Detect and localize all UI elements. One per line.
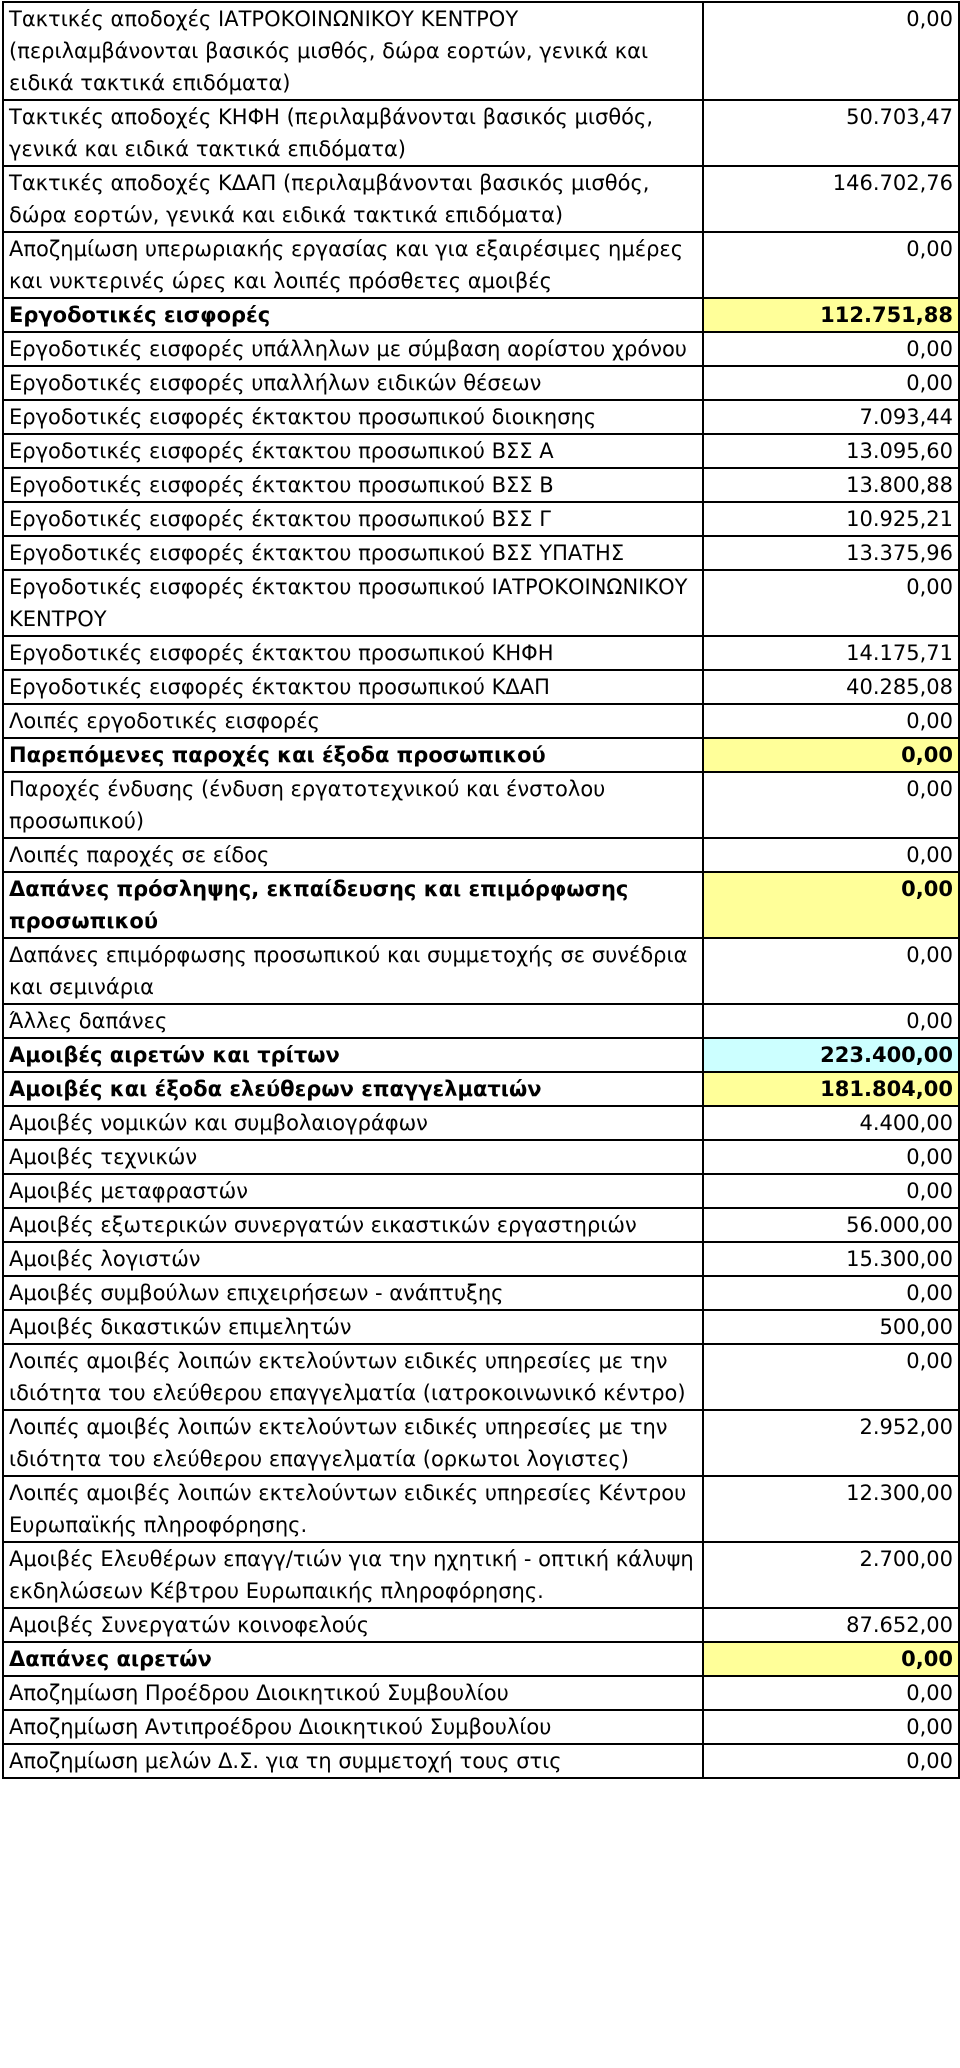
table-row <box>3 1344 959 1410</box>
row-amount: 181.804,00 <box>703 1072 959 1106</box>
row-label: Άλλες δαπάνες <box>3 1004 703 1038</box>
table-row <box>3 1542 959 1608</box>
row-amount: 0,00 <box>703 872 959 938</box>
row-label: Παροχές ένδυσης (ένδυση εργατοτεχνικού και ένστολου προσωπικού) <box>3 772 703 838</box>
row-amount: 15.300,00 <box>703 1242 959 1276</box>
row-label: Τακτικές αποδοχές ΙΑΤΡΟΚΟΙΝΩΝΙΚΟΥ ΚΕΝΤΡΟΥ (περιλαμβάνονται βασικός μισθός, δώρα εορτών, γενικά και ειδικά τακτικά επιδόματα) <box>3 2 703 100</box>
row-amount: 0,00 <box>703 1004 959 1038</box>
row-amount: 0,00 <box>703 1744 959 1778</box>
row-amount: 0,00 <box>703 1344 959 1410</box>
row-label: Εργοδοτικές εισφορές έκτακτου προσωπικού ΚΗΦΗ <box>3 636 703 670</box>
row-label: Λοιπές αμοιβές λοιπών εκτελούντων ειδικές υπηρεσίες με την ιδιότητα του ελεύθερου επαγγελματία (ιατροκοινωνικό κέντρο) <box>3 1344 703 1410</box>
row-label: Αποζημίωση μελών Δ.Σ. για τη συμμετοχή τους στις <box>3 1744 703 1778</box>
row-amount: 12.300,00 <box>703 1476 959 1542</box>
table-row <box>3 1310 959 1344</box>
table-row-category <box>3 872 959 938</box>
row-amount: 13.375,96 <box>703 536 959 570</box>
row-amount: 500,00 <box>703 1310 959 1344</box>
row-amount: 0,00 <box>703 738 959 772</box>
row-label: Εργοδοτικές εισφορές έκτακτου προσωπικού ΒΣΣ Β <box>3 468 703 502</box>
table-row <box>3 2 959 100</box>
row-amount: 56.000,00 <box>703 1208 959 1242</box>
table-row <box>3 100 959 166</box>
table-row <box>3 166 959 232</box>
table-row <box>3 838 959 872</box>
row-label: Αμοιβές νομικών και συμβολαιογράφων <box>3 1106 703 1140</box>
table-row <box>3 366 959 400</box>
row-amount: 0,00 <box>703 332 959 366</box>
row-amount: 112.751,88 <box>703 298 959 332</box>
budget-rows <box>3 2 959 1778</box>
row-label: Δαπάνες πρόσληψης, εκπαίδευσης και επιμόρφωσης προσωπικού <box>3 872 703 938</box>
row-label: Τακτικές αποδοχές ΚΔΑΠ (περιλαμβάνονται βασικός μισθός, δώρα εορτών, γενικά και ειδικά τακτικά επιδόματα) <box>3 166 703 232</box>
table-row-category <box>3 1642 959 1676</box>
row-amount: 0,00 <box>703 838 959 872</box>
table-row <box>3 1140 959 1174</box>
row-amount: 0,00 <box>703 938 959 1004</box>
row-amount: 2.952,00 <box>703 1410 959 1476</box>
row-amount: 50.703,47 <box>703 100 959 166</box>
row-amount: 0,00 <box>703 772 959 838</box>
row-label: Εργοδοτικές εισφορές έκτακτου προσωπικού ΒΣΣ Γ <box>3 502 703 536</box>
table-row-category <box>3 738 959 772</box>
table-row <box>3 938 959 1004</box>
row-amount: 0,00 <box>703 366 959 400</box>
table-row <box>3 772 959 838</box>
row-label: Εργοδοτικές εισφορές έκτακτου προσωπικού διοικησης <box>3 400 703 434</box>
row-amount: 0,00 <box>703 704 959 738</box>
row-amount: 87.652,00 <box>703 1608 959 1642</box>
row-label: Λοιπές αμοιβές λοιπών εκτελούντων ειδικές υπηρεσίες Κέντρου Ευρωπαϊκής πληροφόρησης. <box>3 1476 703 1542</box>
row-label: Τακτικές αποδοχές ΚΗΦΗ (περιλαμβάνονται βασικός μισθός, γενικά και ειδικά τακτικά επιδόματα) <box>3 100 703 166</box>
row-label: Αποζημίωση υπερωριακής εργασίας και για εξαιρέσιμες ημέρες και νυκτερινές ώρες και λοιπές πρόσθετες αμοιβές <box>3 232 703 298</box>
table-row <box>3 670 959 704</box>
table-row <box>3 1208 959 1242</box>
row-label: Δαπάνες επιμόρφωσης προσωπικού και συμμετοχής σε συνέδρια και σεμινάρια <box>3 938 703 1004</box>
row-label: Εργοδοτικές εισφορές έκτακτου προσωπικού ΚΔΑΠ <box>3 670 703 704</box>
row-label: Παρεπόμενες παροχές και έξοδα προσωπικού <box>3 738 703 772</box>
row-amount: 0,00 <box>703 1174 959 1208</box>
row-label: Αμοιβές Ελευθέρων επαγγ/τιών για την ηχητική - οπτική κάλυψη εκδηλώσεων Κέβτρου Ευρωπαικής πληροφόρησης. <box>3 1542 703 1608</box>
row-label: Λοιπές αμοιβές λοιπών εκτελούντων ειδικές υπηρεσίες με την ιδιότητα του ελεύθερου επαγγελματία (ορκωτοι λογιστες) <box>3 1410 703 1476</box>
row-label: Αποζημίωση Προέδρου Διοικητικού Συμβουλίου <box>3 1676 703 1710</box>
row-label: Εργοδοτικές εισφορές έκτακτου προσωπικού ΒΣΣ ΥΠΑΤΗΣ <box>3 536 703 570</box>
table-row <box>3 332 959 366</box>
row-amount: 223.400,00 <box>703 1038 959 1072</box>
table-row <box>3 232 959 298</box>
table-row <box>3 1608 959 1642</box>
row-label: Εργοδοτικές εισφορές έκτακτου προσωπικού ΙΑΤΡΟΚΟΙΝΩΝΙΚΟΥ ΚΕΝΤΡΟΥ <box>3 570 703 636</box>
table-row <box>3 502 959 536</box>
table-row-category <box>3 1072 959 1106</box>
row-amount: 2.700,00 <box>703 1542 959 1608</box>
row-amount: 0,00 <box>703 1642 959 1676</box>
row-label: Εργοδοτικές εισφορές υπαλλήλων ειδικών θέσεων <box>3 366 703 400</box>
table-row <box>3 1676 959 1710</box>
row-label: Αμοιβές Συνεργατών κοινοφελούς <box>3 1608 703 1642</box>
row-amount: 13.800,88 <box>703 468 959 502</box>
row-amount: 0,00 <box>703 1276 959 1310</box>
row-amount: 13.095,60 <box>703 434 959 468</box>
budget-table <box>2 1 960 1779</box>
table-row <box>3 1174 959 1208</box>
row-amount: 4.400,00 <box>703 1106 959 1140</box>
table-row <box>3 636 959 670</box>
table-row <box>3 400 959 434</box>
row-amount: 0,00 <box>703 232 959 298</box>
row-label: Αμοιβές συμβούλων επιχειρήσεων - ανάπτυξης <box>3 1276 703 1310</box>
row-label: Δαπάνες αιρετών <box>3 1642 703 1676</box>
row-label: Αμοιβές και έξοδα ελεύθερων επαγγελματιών <box>3 1072 703 1106</box>
row-amount: 0,00 <box>703 1710 959 1744</box>
table-row <box>3 536 959 570</box>
row-label: Εργοδοτικές εισφορές έκτακτου προσωπικού ΒΣΣ Α <box>3 434 703 468</box>
table-row <box>3 1710 959 1744</box>
row-amount: 0,00 <box>703 2 959 100</box>
table-row <box>3 1242 959 1276</box>
row-amount: 14.175,71 <box>703 636 959 670</box>
table-row <box>3 704 959 738</box>
row-amount: 40.285,08 <box>703 670 959 704</box>
row-label: Αμοιβές αιρετών και τρίτων <box>3 1038 703 1072</box>
table-row <box>3 468 959 502</box>
row-amount: 7.093,44 <box>703 400 959 434</box>
table-row <box>3 1410 959 1476</box>
row-amount: 10.925,21 <box>703 502 959 536</box>
row-amount: 0,00 <box>703 570 959 636</box>
row-amount: 0,00 <box>703 1140 959 1174</box>
table-row <box>3 1276 959 1310</box>
row-label: Αμοιβές τεχνικών <box>3 1140 703 1174</box>
table-row <box>3 434 959 468</box>
row-label: Λοιπές παροχές σε είδος <box>3 838 703 872</box>
row-label: Λοιπές εργοδοτικές εισφορές <box>3 704 703 738</box>
row-label: Αμοιβές εξωτερικών συνεργατών εικαστικών εργαστηριών <box>3 1208 703 1242</box>
table-row <box>3 1476 959 1542</box>
table-row <box>3 570 959 636</box>
table-row-category <box>3 298 959 332</box>
row-label: Αμοιβές δικαστικών επιμελητών <box>3 1310 703 1344</box>
row-label: Αποζημίωση Αντιπροέδρου Διοικητικού Συμβουλίου <box>3 1710 703 1744</box>
row-amount: 0,00 <box>703 1676 959 1710</box>
row-amount: 146.702,76 <box>703 166 959 232</box>
table-row <box>3 1106 959 1140</box>
row-label: Αμοιβές λογιστών <box>3 1242 703 1276</box>
row-label: Εργοδοτικές εισφορές <box>3 298 703 332</box>
row-label: Εργοδοτικές εισφορές υπάλληλων με σύμβαση αορίστου χρόνου <box>3 332 703 366</box>
table-row <box>3 1004 959 1038</box>
table-row-category <box>3 1038 959 1072</box>
table-row <box>3 1744 959 1778</box>
row-label: Αμοιβές μεταφραστών <box>3 1174 703 1208</box>
